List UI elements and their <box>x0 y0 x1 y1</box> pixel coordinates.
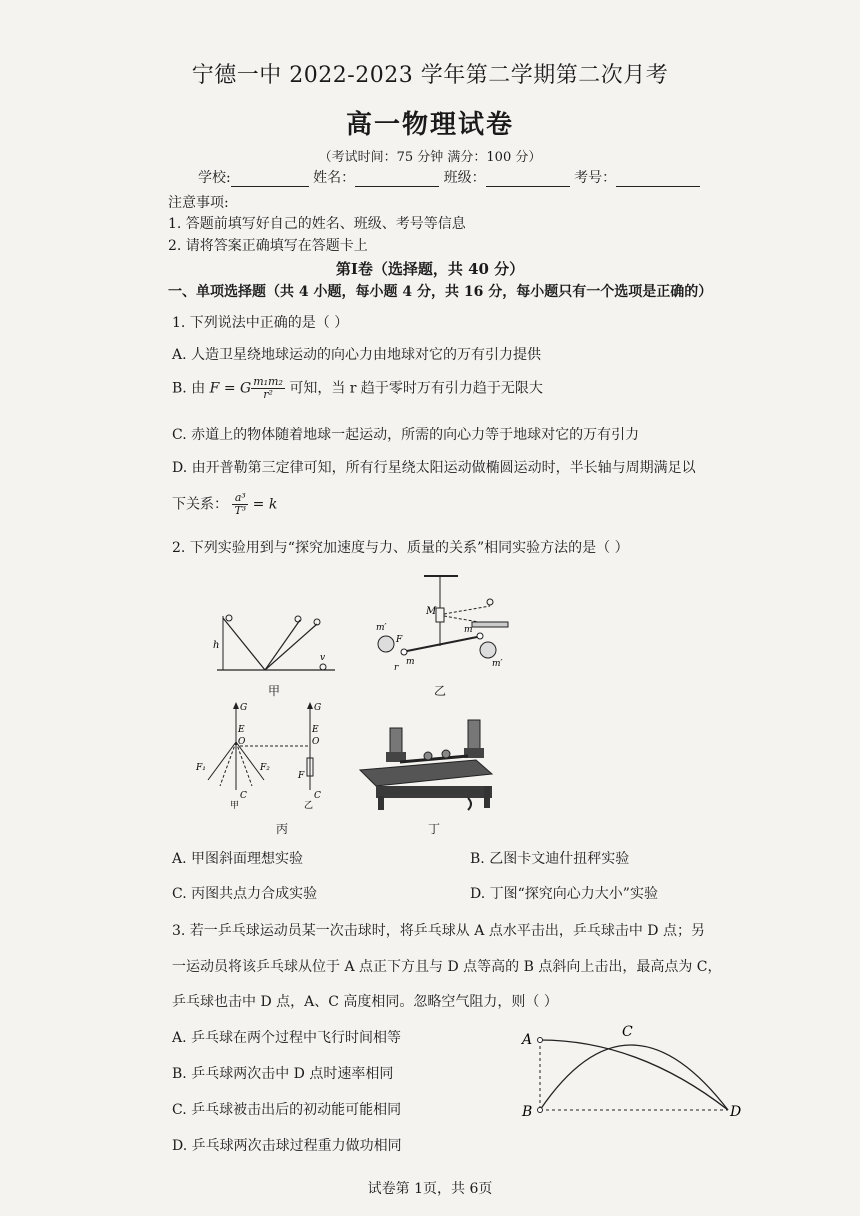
q2-option-b: B. 乙图卡文迪什扭秤实验 <box>470 851 630 867</box>
kepler-fraction: $\frac{\text{a³}}{\text{T³}}$ <box>234 491 247 517</box>
note-item: 1. 答题前填写好自己的姓名、班级、考号等信息 <box>168 216 466 232</box>
q3-line: 3. 若一乒乓球运动员某一次击球时，将乒乓球从 A 点水平击出，乒乓球击中 D 点；另 <box>172 923 705 939</box>
gravitation-fraction: $\frac{\text{m₁m₂}}{\text{r²}}$ <box>253 375 283 401</box>
caption-ding: 丁 <box>428 822 441 836</box>
label-F: F <box>396 635 403 645</box>
caption-yi: 乙 <box>434 684 447 698</box>
label-G: G <box>314 703 322 713</box>
q1-option-d: D. 由开普勒第三定律可知，所有行星绕太阳运动做椭圆运动时，半长轴与周期满足以 <box>172 460 696 476</box>
figure-ideal-slope <box>205 612 340 680</box>
exam-meta: （考试时间：75 分钟 满分：100 分） <box>318 150 542 165</box>
figure-pingpong-trajectory <box>518 1020 748 1120</box>
page-footer: 试卷第 1页，共 6页 <box>367 1181 493 1197</box>
exam-title: 宁德一中 2022-2023 学年第二学期第二次月考 <box>191 63 669 88</box>
notes-heading: 注意事项: <box>168 195 229 211</box>
caption-bing: 丙 <box>276 822 289 836</box>
q2-stem: 2. 下列实验用到与“探究加速度与力、质量的关系”相同实验方法的是（ ） <box>172 540 629 556</box>
label-O: O <box>312 737 320 747</box>
label-B: B <box>522 1104 533 1120</box>
q2-option-d: D. 丁图“探究向心力大小”实验 <box>470 886 658 902</box>
label-mp: m′ <box>492 659 503 669</box>
label-D: D <box>730 1104 742 1120</box>
name-label: 姓名： <box>313 170 356 186</box>
figure-centripetal-apparatus <box>356 712 496 812</box>
school-label: 学校: <box>198 170 231 186</box>
label-m: m <box>406 657 415 667</box>
caption-jia: 甲 <box>268 684 281 698</box>
figure-torsion-balance <box>372 572 512 672</box>
label-C: C <box>240 791 247 801</box>
q3-option-a: A. 乒乓球在两个过程中飞行时间相等 <box>172 1030 402 1046</box>
name-field[interactable] <box>355 170 439 187</box>
label-G: G <box>240 703 248 713</box>
label-mp: m′ <box>376 623 387 633</box>
q1-option-d-cont: 下关系： $\frac{\text{a³}}{\text{T³}}$ = k <box>172 491 278 517</box>
label-C: C <box>314 791 321 801</box>
q3-option-d: D. 乒乓球两次击球过程重力做功相同 <box>172 1138 402 1154</box>
q3-option-c: C. 乒乓球被击出后的初动能可能相同 <box>172 1102 402 1118</box>
figure-force-composition <box>190 698 335 810</box>
label-v: v <box>320 653 326 663</box>
label-M: M <box>426 606 437 617</box>
label-E: E <box>312 725 319 735</box>
school-field[interactable] <box>231 170 309 187</box>
q1-option-b: B. 由 F = G $\frac{\text{m₁m₂}}{\text{r²}}$ 可知，当 r 趋于零时万有引力趋于无限大 <box>172 375 543 401</box>
label-A: A <box>522 1032 533 1048</box>
label-bing-jia: 甲 <box>230 801 240 811</box>
label-h: h <box>213 640 220 651</box>
label-E: E <box>238 725 245 735</box>
q3-line: 一运动员将该乒乓球从位于 A 点正下方且与 D 点等高的 B 点斜向上击出，最高点为 C， <box>172 959 722 975</box>
q2-option-a: A. 甲图斜面理想实验 <box>172 851 304 867</box>
exam-subtitle: 高一物理试卷 <box>345 110 514 140</box>
label-O: O <box>238 737 246 747</box>
q3-option-b: B. 乒乓球两次击中 D 点时速率相同 <box>172 1066 394 1082</box>
label-m: m <box>464 625 473 635</box>
q3-line: 乒乓球也击中 D 点，A、C 高度相同。忽略空气阻力，则（ ） <box>172 994 558 1010</box>
label-F2: F₂ <box>260 763 270 773</box>
label-F: F <box>298 771 305 781</box>
part1-heading: 第Ⅰ卷（选择题，共 40 分） <box>335 260 525 278</box>
class-label: 班级： <box>443 170 486 186</box>
q1-option-a: A. 人造卫星绕地球运动的向心力由地球对它的万有引力提供 <box>172 347 542 363</box>
q1-option-c: C. 赤道上的物体随着地球一起运动，所需的向心力等于地球对它的万有引力 <box>172 427 640 443</box>
number-field[interactable] <box>616 170 700 187</box>
label-C: C <box>622 1024 633 1040</box>
q2-option-c: C. 丙图共点力合成实验 <box>172 886 318 902</box>
student-info-fields <box>198 167 700 187</box>
label-bing-yi: 乙 <box>304 801 314 811</box>
label-r: r <box>394 663 399 673</box>
number-label: 考号： <box>574 170 617 186</box>
section-heading: 一、单项选择题（共 4 小题，每小题 4 分，共 16 分，每小题只有一个选项是正确的） <box>168 284 713 300</box>
note-item: 2. 请将答案正确填写在答题卡上 <box>168 238 368 254</box>
q1-stem: 1. 下列说法中正确的是（ ） <box>172 315 349 331</box>
class-field[interactable] <box>486 170 570 187</box>
label-F1: F₁ <box>196 763 206 773</box>
